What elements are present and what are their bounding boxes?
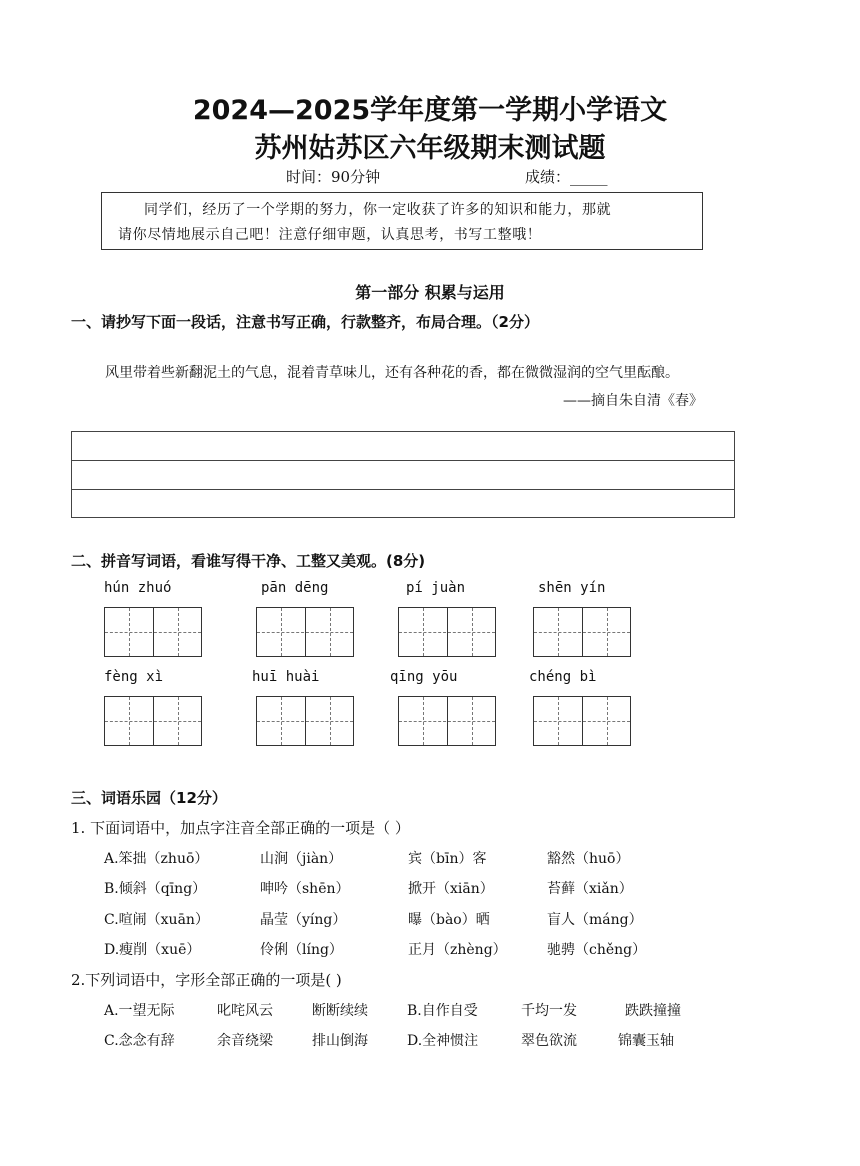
q3-sub1-question: 1. 下面词语中，加点字注音全部正确的一项是（ ） (71, 819, 410, 837)
notice-box (101, 192, 703, 250)
option-2a-3: 断断续续 (312, 1003, 368, 1019)
option-2a-2: 叱咤风云 (217, 1003, 273, 1019)
q3-heading: 三、词语乐园（12分） (71, 789, 227, 807)
tianzi-box-2[interactable] (256, 607, 354, 657)
score-label: 成绩：_____ (525, 168, 608, 186)
option-2d-3: 锦囊玉轴 (618, 1033, 674, 1049)
option-2d-1: D.全神惯注 (407, 1033, 479, 1049)
tianzi-box-8[interactable] (533, 696, 631, 746)
tianzi-box-3[interactable] (398, 607, 496, 657)
option-d-4: 驰骋（chěng） (547, 942, 647, 958)
option-2b-3: 跌跌撞撞 (625, 1003, 681, 1019)
tianzi-box-4[interactable] (533, 607, 631, 657)
tianzi-box-5[interactable] (104, 696, 202, 746)
option-b-3: 掀开（xiān） (408, 881, 494, 897)
grid-row-divider (72, 489, 734, 490)
option-2c-1: C.念念有辞 (104, 1033, 175, 1049)
pinyin-4: shēn yín (538, 580, 606, 596)
option-2a-1: A.一望无际 (104, 1003, 175, 1019)
pinyin-7: qīng yōu (390, 669, 458, 685)
pinyin-8: chéng bì (529, 669, 597, 685)
tianzi-box-6[interactable] (256, 696, 354, 746)
tianzi-box-7[interactable] (398, 696, 496, 746)
exam-title-line2: 苏州姑苏区六年级期末测试题 (254, 133, 606, 164)
tianzi-box-1[interactable] (104, 607, 202, 657)
option-c-4: 盲人（máng） (547, 912, 643, 928)
option-c-2: 晶莹（yíng） (260, 912, 347, 928)
time-label: 时间：90分钟 (286, 168, 381, 186)
option-b-1: B.倾斜（qīng） (104, 881, 207, 897)
copy-writing-grid[interactable] (71, 431, 735, 518)
option-d-3: 正月（zhèng） (408, 942, 507, 958)
option-c-3: 曝（bào）晒 (408, 912, 490, 928)
option-b-4: 苔藓（xiǎn） (547, 881, 633, 897)
q3-sub2-question: 2.下列词语中，字形全部正确的一项是( ) (71, 971, 342, 989)
pinyin-6: huī huài (252, 669, 320, 685)
pinyin-5: fèng xì (104, 669, 164, 685)
q2-heading: 二、拼音写词语，看谁写得干净、工整又美观。(8分) (71, 552, 426, 570)
option-c-1: C.喧闹（xuān） (104, 912, 209, 928)
option-2b-2: 千均一发 (521, 1003, 577, 1019)
option-2b-1: B.自作自受 (407, 1003, 478, 1019)
option-a-2: 山涧（jiàn） (260, 851, 343, 867)
q1-heading: 一、请抄写下面一段话，注意书写正确，行款整齐，布局合理。（2分） (71, 313, 539, 331)
option-a-3: 宾（bīn）客 (408, 851, 487, 867)
pinyin-2: pān dēng (261, 580, 329, 596)
notice-line2: 请你尽情地展示自己吧！注意仔细审题，认真思考，书写工整哦！ (118, 227, 542, 243)
exam-title-line1: 2024—2025学年度第一学期小学语文 (192, 95, 668, 126)
grid-row-divider (72, 460, 734, 461)
option-a-1: A.笨拙（zhuō） (104, 851, 209, 867)
q1-source: ——摘自朱自清《春》 (563, 393, 703, 409)
option-d-2: 伶俐（líng） (260, 942, 343, 958)
part-title: 第一部分 积累与运用 (355, 283, 505, 302)
pinyin-3: pí juàn (406, 580, 466, 596)
option-2c-3: 排山倒海 (312, 1033, 368, 1049)
option-d-1: D.瘦削（xuē） (104, 942, 201, 958)
option-2d-2: 翠色欲流 (521, 1033, 577, 1049)
q1-passage: 风里带着些新翻泥土的气息，混着青草味儿，还有各种花的香，都在微微湿润的空气里酝酿。 (105, 365, 679, 381)
option-b-2: 呻吟（shēn） (260, 881, 350, 897)
option-a-4: 豁然（huō） (547, 851, 630, 867)
option-2c-2: 余音绕梁 (217, 1033, 273, 1049)
pinyin-1: hún zhuó (104, 580, 172, 596)
notice-line1: 同学们，经历了一个学期的努力，你一定收获了许多的知识和能力，那就 (144, 202, 612, 218)
